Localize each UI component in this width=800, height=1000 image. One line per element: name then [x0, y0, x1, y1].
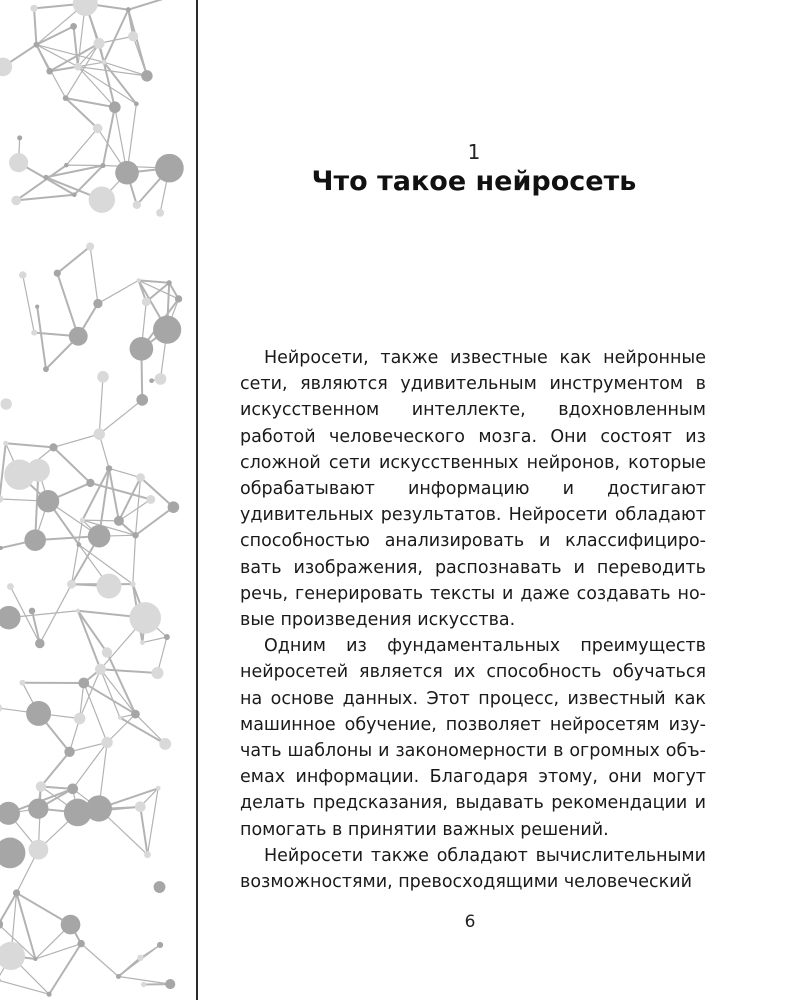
chapter-number: 1 [467, 140, 481, 164]
neural-network-sidebar [0, 0, 196, 1000]
page-number: 6 [464, 912, 476, 932]
body-text [240, 345, 706, 895]
paragraph-1: Нейросети, также известные как нейронные сети, являются удивительным инструментом в искусственном интеллекте, вдохновленным работой человеческого мозга. Они состоят из сложной сети искусственных нейронов, которые обрабатывают информацию и достигают удивительных результатов. Нейросети обладают способностью анализировать и классифицировать изображения, распознавать и переводить речь, генерировать тексты и даже создавать новые произведения искусства. [240, 348, 706, 631]
neural-network-pattern-icon [0, 0, 196, 1000]
chapter-title: Что такое нейросеть [311, 166, 637, 197]
paragraph-3: Нейросети также обладают вычислительными возможностями, превосходящими человеческий [240, 845, 706, 893]
paragraph-2: Одним из фундаментальных преимуществ нейросетей является их способность обучаться на основе данных. Этот процесс, известный как машинное обучение, позволяет нейросетям изучать шаблоны и закономерности в огромных объемах информации. Благодаря этому, они могут делать предсказания, выдавать рекомендации и помогать в принятии важных решений. [240, 636, 706, 840]
